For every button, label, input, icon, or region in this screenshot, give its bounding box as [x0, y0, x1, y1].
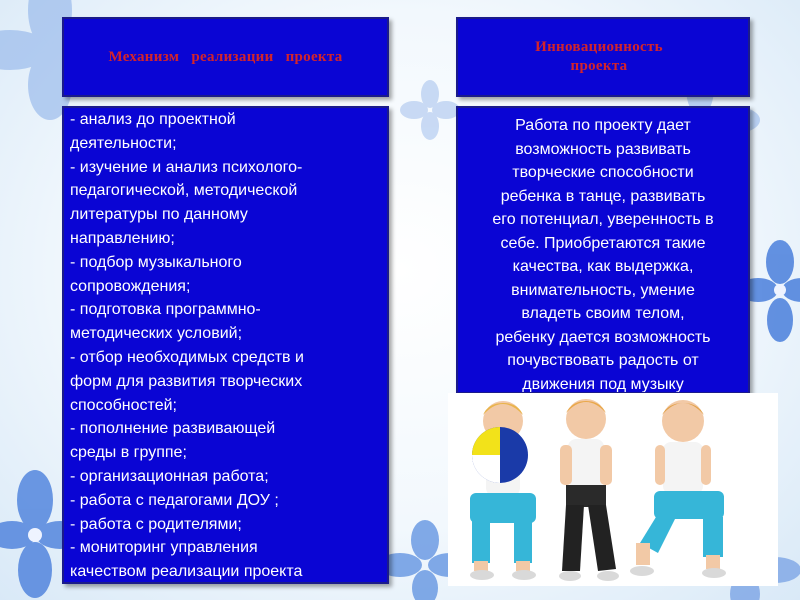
mechanism-list-line: сопровождения; [70, 277, 191, 295]
child-dancing [559, 399, 619, 581]
mechanism-list-line: методических условий; [70, 325, 243, 343]
mechanism-heading: Механизм реализации проекта [108, 48, 343, 65]
mechanism-list-line: - работа с родителями; [70, 515, 242, 533]
innovation-text-line: возможность развивать [515, 140, 691, 158]
mechanism-list-panel [62, 106, 389, 584]
mechanism-list-line: форм для развития творческих [70, 372, 303, 390]
mechanism-list-line: - изучение и анализ психолого- [70, 158, 303, 176]
innovation-text-line: ребенку дается возможность [495, 328, 711, 346]
mechanism-list-line: - мониторинг управления [70, 539, 258, 557]
innovation-text-line: владеть своим телом, [521, 305, 685, 322]
flower-icon [400, 80, 460, 140]
mechanism-list-line: литературы по данному [70, 206, 248, 224]
innovation-text-panel [456, 106, 750, 394]
innovation-heading: Инновационность проекта [535, 39, 663, 74]
mechanism-list-line: способностей; [70, 396, 177, 414]
innovation-text-line: его потенциал, уверенность в [492, 211, 714, 228]
mechanism-list-line: качеством реализации проекта [70, 563, 303, 581]
child-with-ball [470, 401, 536, 580]
mechanism-list-line: - анализ до проектной [70, 111, 236, 128]
innovation-text-line: ребенка в танце, развивать [500, 187, 706, 205]
innovation-text-line: качества, как выдержка, [512, 258, 694, 275]
mechanism-list-line: педагогической, методической [70, 182, 298, 200]
mechanism-list-line: - отбор необходимых средств и [70, 348, 304, 366]
mechanism-list-line: направлению; [70, 229, 175, 247]
innovation-heading-box [456, 17, 750, 97]
innovation-text-line: себе. Приобретаются такие [500, 234, 706, 252]
innovation-text-line: творческие способности [512, 164, 694, 181]
mechanism-heading-box [62, 17, 389, 97]
mechanism-list-line: деятельности; [70, 134, 177, 152]
mechanism-list-line: среды в группе; [70, 444, 187, 462]
mechanism-list-line: - подбор музыкального [70, 253, 242, 271]
children-photo [448, 393, 778, 586]
innovation-text-line: почувствовать радость от [507, 352, 699, 369]
innovation-text-line: движения под музыку [522, 375, 684, 393]
mechanism-list-line: - работа с педагогами ДОУ ; [70, 491, 279, 509]
mechanism-list-line: - пополнение развивающей [70, 420, 276, 438]
child-posing [630, 400, 726, 578]
mechanism-list-line: - подготовка программно- [70, 301, 261, 319]
mechanism-list-line: - организационная работа; [70, 467, 269, 485]
innovation-text-line: внимательность, умение [511, 281, 695, 299]
innovation-text-line: Работа по проекту дает [515, 117, 691, 134]
